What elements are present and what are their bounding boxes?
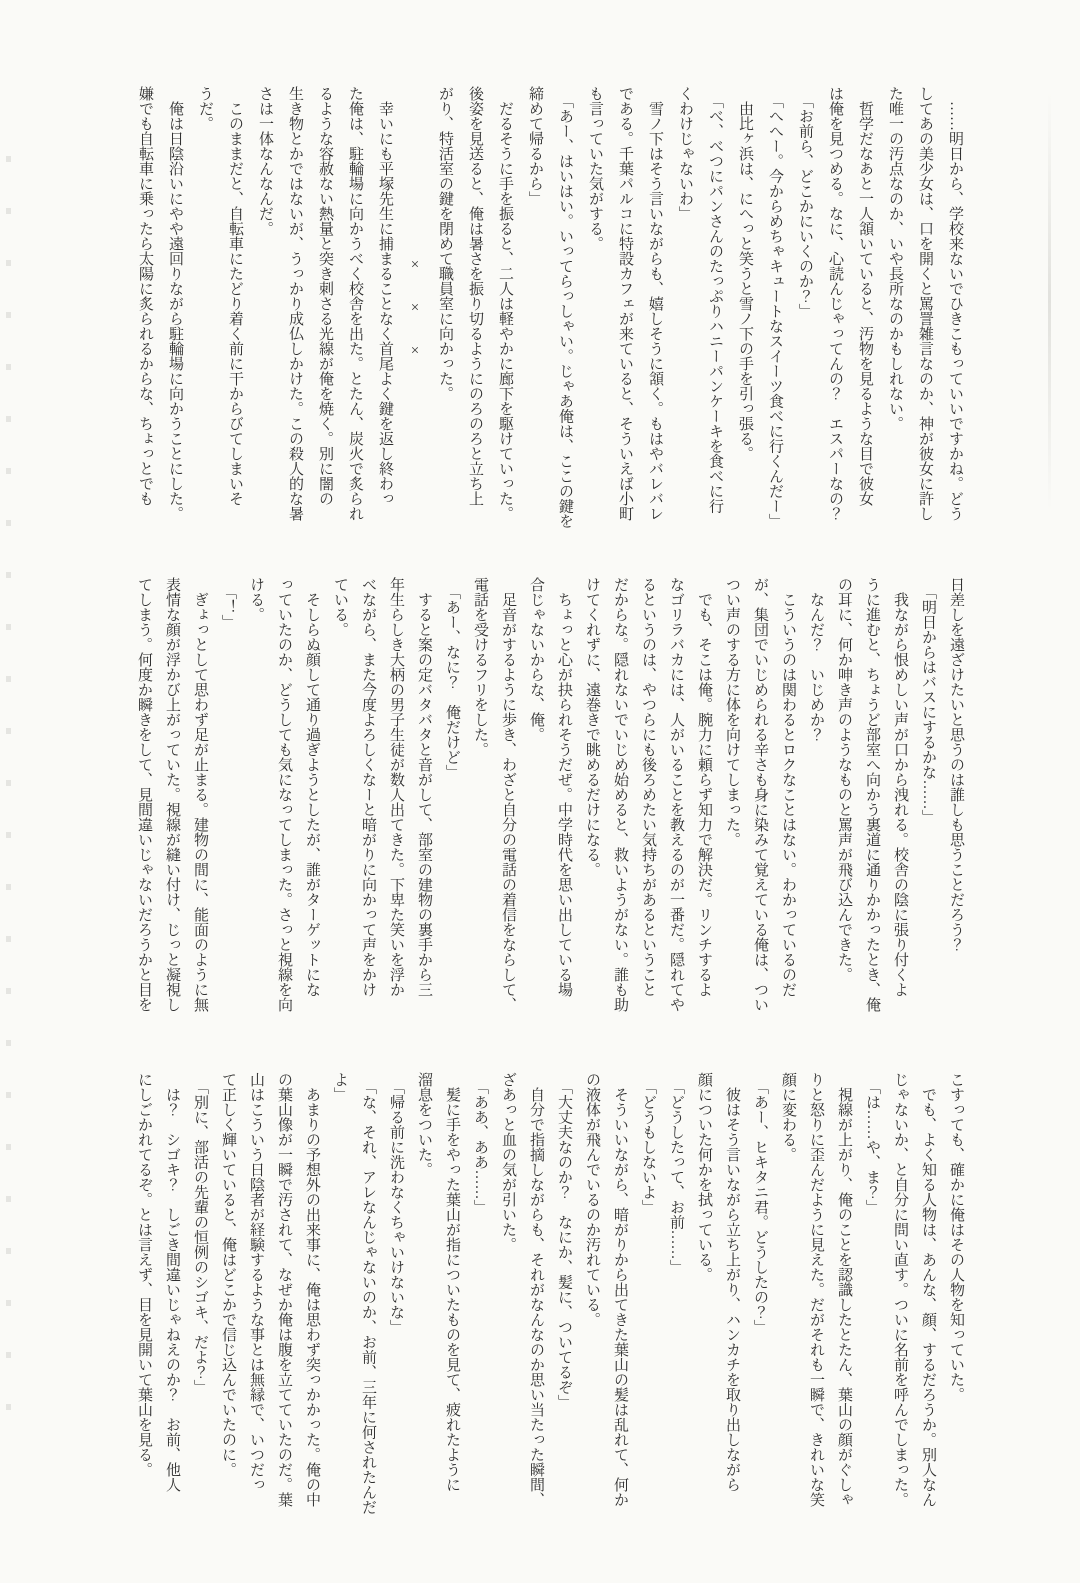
text-column: て正しく輝いていると、俺はどこかで信じ込んでいたのに。 (220, 1072, 236, 1477)
text-column: ぎょっとして思わず足が止まる。建物の間に、能面のように無 (192, 577, 208, 1012)
text-column: じゃないか、と自分に問い直す。ついに名前を呼んでしまった。 (892, 1072, 908, 1507)
text-column: くわけじゃないわ」 (677, 86, 693, 221)
text-column: 由比ヶ浜は、にへっと笑うと雪ノ下の手を引っ張る。 (737, 86, 753, 461)
text-column: 髪に手をやった葉山が指についたものを見て、疲れたように (444, 1072, 460, 1492)
text-column: 「あー、ヒキタニ君。どうしたの？」 (752, 1072, 768, 1335)
text-column: 雪ノ下はそう言いながらも、嬉しそうに頷く。もはやバレバレ (647, 86, 663, 521)
text-column: うに進むと、ちょうど部室へ向かう裏道に通りかかったとき、俺 (864, 577, 880, 1012)
text-column: である。千葉パルコに特設カフェが来ていると、そういえば小町 (617, 86, 633, 521)
text-column: は？ シゴキ？ しごき間違いじゃねえのか？ お前、他人 (164, 1072, 180, 1492)
text-column: るような容赦ない熱量と突き刺さる光線が俺を焼く。別に闇の (317, 86, 333, 506)
text-column: 生き物とかではないが、うっかり成仏しかけた。この殺人的な暑 (287, 86, 303, 521)
text-column: よ」 (332, 1072, 348, 1102)
text-column: の葉山像が一瞬で汚されて、なぜか俺は腹を立てていたのだ。葉 (276, 1072, 292, 1507)
text-column: してあの美少女は、口を開くと罵詈雑言なのか、神が彼女に許し (917, 86, 933, 521)
scan-bleed-artifact (6, 110, 11, 1450)
text-column: 合じゃないからな、俺。 (528, 577, 544, 742)
text-column: 「あー、はいはい。いってらっしゃい。じゃあ俺は、ここの鍵を (557, 86, 573, 529)
text-column: 「な、それ、アレなんじゃないのか、お前、三年に何されたんだ (360, 1072, 376, 1515)
text-column: 「お前ら、どこかにいくのか？」 (797, 86, 813, 319)
text-column: ちょっと心が抉られそうだぜ。中学時代を思い出している場 (556, 577, 572, 997)
text-column: るというのは、やつらにも後ろめたい気持ちがあるということ (640, 577, 656, 997)
text-column: 哲学だなあと一人頷いていると、汚物を見るような目で彼女 (857, 86, 873, 506)
text-column: なんだ？ いじめか？ (808, 577, 824, 742)
text-column: 「！」 (220, 577, 236, 630)
text-column: ける。 (248, 577, 264, 622)
text-column: 「は……や、ま？」 (864, 1072, 880, 1215)
text-column: あまりの予想外の出来事に、俺は思わず突っかかった。俺の中 (304, 1072, 320, 1507)
text-column: 山はこういう日陰者が経験するような事とは無縁で、いつだっ (248, 1072, 264, 1492)
text-column: が、集団でいじめられる辛さも身に染みて覚えている俺は、つい (752, 577, 768, 1012)
text-column: このままだと、自転車にたどり着く前に干からびてしまいそ (227, 86, 243, 506)
text-column: た俺は、駐輪場に向かうべく校舎を出た。とたん、炭火で炙られ (347, 86, 363, 521)
text-column: 「どうしたって、お前……」 (668, 1072, 684, 1275)
text-column: 嫌でも自転車に乗ったら太陽に炙られるからな、ちょっとでも (137, 86, 153, 506)
text-column: 年生らしき大柄の男子生徒が数人出てきた。下卑た笑いを浮か (388, 577, 404, 997)
text-column: そういいながら、暗がりから出てきた葉山の髪は乱れて、何か (612, 1072, 628, 1507)
text-column: の耳に、何か呻き声のようなものと罵声が飛び込んできた。 (836, 577, 852, 982)
text-column: 我ながら恨めしい声が口から洩れる。校舎の陰に張り付くよ (892, 577, 908, 997)
text-column: 視線が上がり、俺のことを認識したとたん、葉山の顔がぐしゃ (836, 1072, 852, 1507)
text-column: 「帰る前に洗わなくちゃいけないな」 (388, 1072, 404, 1335)
text-column: 溜息をついた。 (416, 1072, 432, 1177)
text-column: がり、特活室の鍵を閉めて職員室に向かった。 (437, 86, 453, 401)
text-column: 「別に、部活の先輩の恒例のシゴキ、だよ？」 (192, 1072, 208, 1395)
text-column: 自分で指摘しながらも、それがなんなのか思い当たった瞬間、 (528, 1072, 544, 1507)
text-column: 顔に変わる。 (780, 1072, 796, 1162)
text-column: さは一体なんなんだ。 (257, 86, 273, 236)
text-band-middle (130, 577, 970, 1027)
scan-streak-artifact (1048, 92, 1051, 512)
text-column: にしごかれてるぞ。とは言えず、目を見開いて葉山を見る。 (136, 1072, 152, 1477)
text-column: でも、そこは俺。腕力に頼らず知力で解決だ。リンチするよ (696, 577, 712, 997)
text-band-bottom (130, 1072, 970, 1522)
text-column: 「どうもしないよ」 (640, 1072, 656, 1215)
text-column: 後姿を見送ると、俺は暑さを振り切るようにのろのろと立ち上 (467, 86, 483, 506)
text-column: りと怒りに歪んだように見えた。だがそれも一瞬で、きれいな笑 (808, 1072, 824, 1507)
text-column: 顔についた何かを拭っている。 (696, 1072, 712, 1282)
text-column: けてくれずに、遠巻きで眺めるだけになる。 (584, 577, 600, 877)
text-column: 「あー、なに？ 俺だけど」 (444, 577, 460, 780)
text-column: 足音がするように歩き、わざと自分の電話の着信をならして、 (500, 577, 516, 1012)
text-column: こういうのは関わるとロクなことはない。わかっているのだ (780, 577, 796, 997)
text-column: すると案の定バタバタと音がして、部室の建物の裏手から三 (416, 577, 432, 997)
text-column: 日差しを遠ざけたいと思うのは誰しも思うことだろう？ (948, 577, 964, 952)
text-column: でも、よく知る人物は、あんな、顔、するだろうか。別人なん (920, 1072, 936, 1507)
text-column: 幸いにも平塚先生に捕まることなく首尾よく鍵を返し終わっ (377, 86, 393, 506)
text-column: ……明日から、学校来ないでひきこもっていいですかね。どう (947, 86, 963, 521)
text-column: も言っていた気がする。 (587, 86, 603, 251)
section-separator: × × × (407, 257, 423, 365)
text-column: は俺を見つめる。なに、心読んじゃってんの？ エスパーなの？ (827, 86, 843, 521)
text-column: べながら、また今度よろしくなーと暗がりに向かって声をかけ (360, 577, 376, 997)
text-band-top (130, 86, 970, 536)
text-column: つい声のする方に体を向けてしまった。 (724, 577, 740, 847)
text-column: 「明日からはバスにするかな……」 (920, 577, 936, 825)
text-column: 「ああ、ああ……」 (472, 1072, 488, 1215)
text-column: た唯一の汚点なのか、いや長所なのかもしれない。 (887, 86, 903, 431)
text-column: ている。 (332, 577, 348, 637)
text-column: なゴリラバカには、人がいることを教えるのが一番だ。隠れてや (668, 577, 684, 1012)
text-column: こすっても、確かに俺はその人物を知っていた。 (948, 1072, 964, 1402)
text-column: てしまう。何度か瞬きをして、見間違いじゃないだろうかと目を (136, 577, 152, 1012)
text-column: だからな。隠れないでいじめ始めると、救いようがない。誰も助 (612, 577, 628, 1012)
text-column: そしらぬ顔して通り過ぎようとしたが、誰がターゲットにな (304, 577, 320, 997)
text-column: っていたのか、どうしても気になってしまった。さっと視線を向 (276, 577, 292, 1012)
text-column: 俺は日陰沿いにやや遠回りながら駐輪場に向かうことにした。 (167, 86, 183, 521)
text-column: ざあっと血の気が引いた。 (500, 1072, 516, 1252)
text-column: 「べ、べつにパンさんのたっぷりハニーパンケーキを食べに行 (707, 86, 723, 514)
text-column: うだ。 (197, 86, 213, 131)
text-column: 「大丈夫なのか？ なにか、髪に、ついてるぞ」 (556, 1072, 572, 1410)
text-column: の液体が飛んでいるのか汚れている。 (584, 1072, 600, 1327)
text-column: だるそうに手を振ると、二人は軽やかに廊下を駆けていった。 (497, 86, 513, 521)
text-column: 電話を受けるフリをした。 (472, 577, 488, 757)
text-column: 表情な顔が浮かび上がっていた。視線が縫い付け、じっと凝視し (164, 577, 180, 1012)
text-column: 締めて帰るから」 (527, 86, 543, 206)
text-column: 「へへー。今からめちゃキュートなスイーツ食べに行くんだー」 (767, 86, 783, 529)
text-column: 彼はそう言いながら立ち上がり、ハンカチを取り出しながら (724, 1072, 740, 1492)
